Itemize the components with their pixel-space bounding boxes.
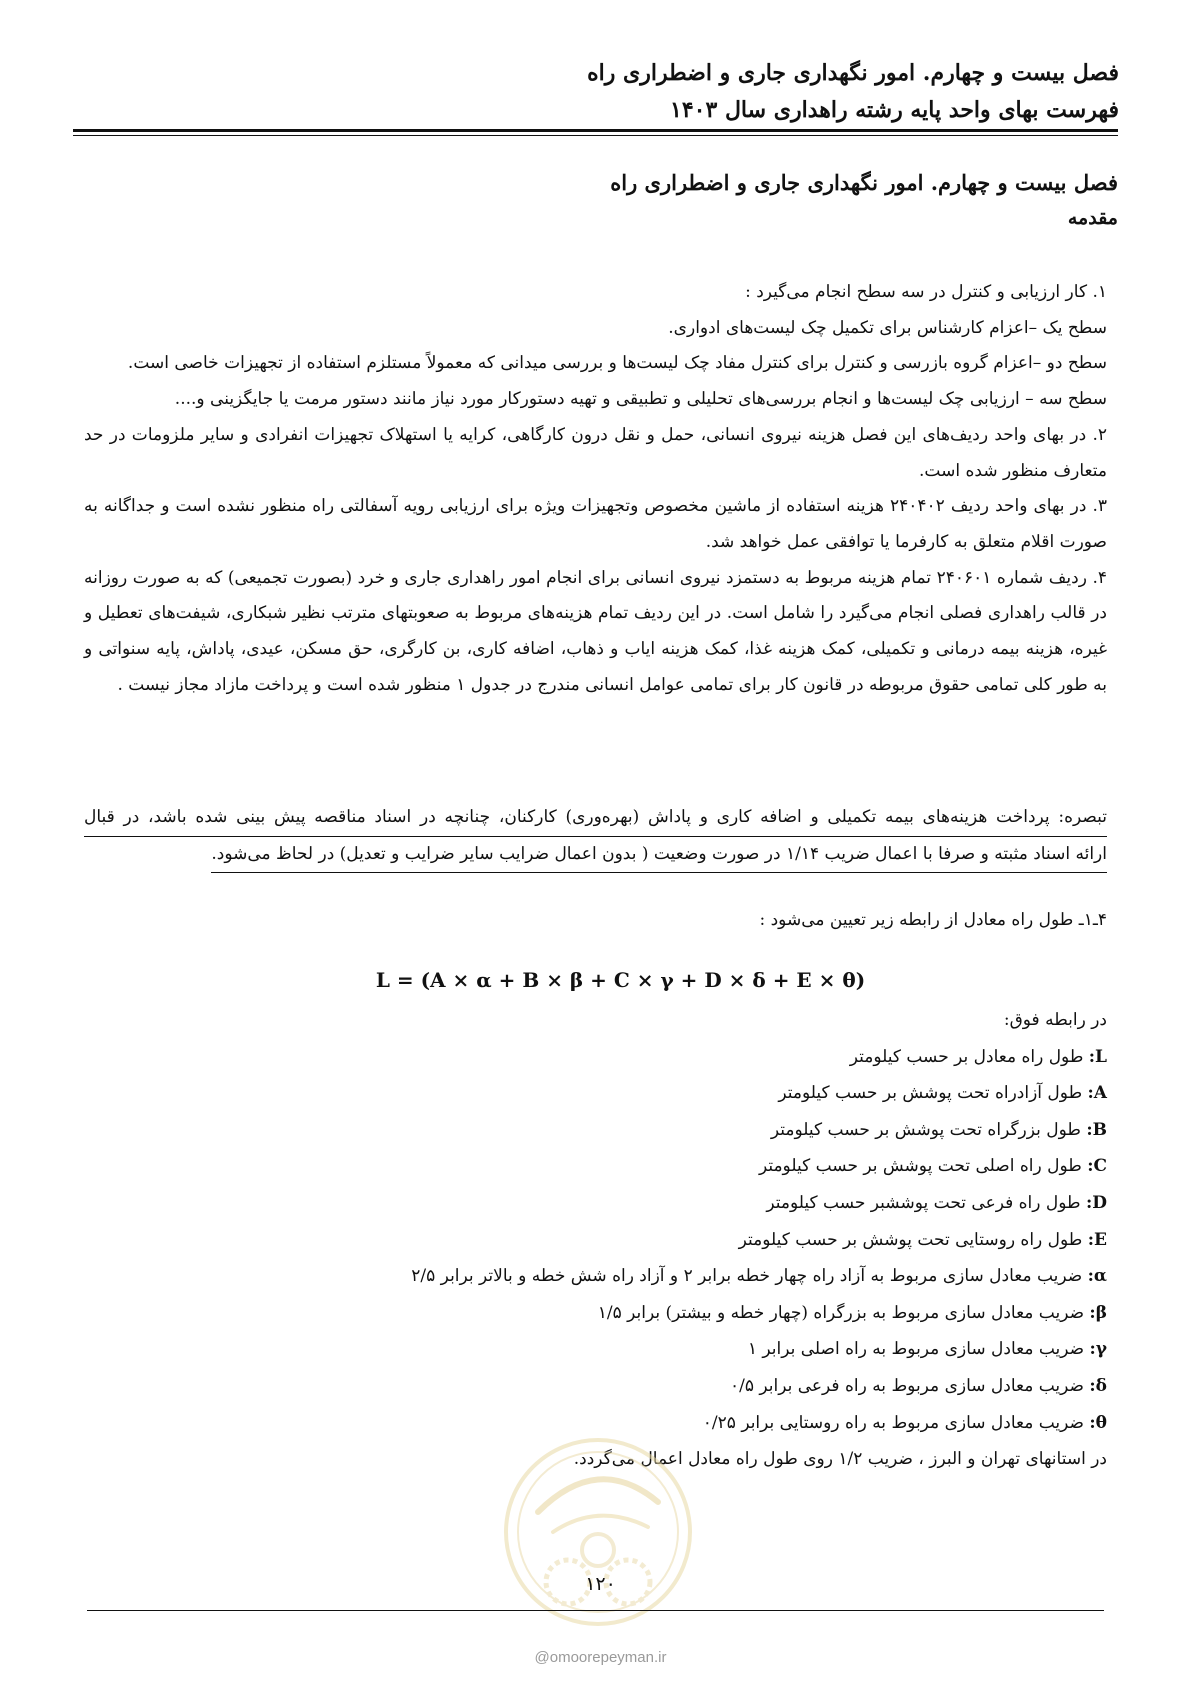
definition-row — [84, 1112, 1107, 1149]
paragraph-3: ۳. در بهای واحد ردیف ۲۴۰۴۰۲ هزینه استفاده از ماشین مخصوص وتجهیزات ویژه برای ارزیابی رویه آسفالتی راه منظور نشده است و جداگانه به صورت اقلام متعلق به کارفرما یا توافقی عمل خواهد شد. — [84, 496, 1107, 552]
definition-row — [84, 1075, 1107, 1112]
watermark-seal-icon — [498, 1432, 698, 1632]
footer-rule — [87, 1610, 1104, 1611]
definition-symbol: L: — [1088, 1046, 1107, 1067]
definition-text: ضریب معادل سازی مربوط به راه روستایی برابر ۰/۲۵ — [702, 1412, 1090, 1433]
definition-text: طول راه روستایی تحت پوشش بر حسب کیلومتر — [738, 1229, 1088, 1250]
subsection-heading: ۴ـ۱ـ طول راه معادل از رابطه زیر تعیین می‌شود : — [759, 910, 1107, 930]
note-line-2: ارائه اسناد مثبته و صرفا با اعمال ضریب ۱/۱۴ در صورت وضعیت ( بدون اعمال ضرایب سایر ضرایب و تعدیل) در لحاظ می‌شود. — [211, 837, 1107, 874]
definition-symbol: θ: — [1089, 1412, 1107, 1433]
page-number: ۱۲۰ — [585, 1573, 616, 1595]
definition-text: ضریب معادل سازی مربوط به راه اصلی برابر ۱ — [747, 1339, 1090, 1360]
definition-symbol: E: — [1087, 1229, 1107, 1250]
definitions-list — [84, 1002, 1107, 1478]
definition-text: طول راه اصلی تحت پوشش بر حسب کیلومتر — [758, 1156, 1088, 1177]
definition-row — [84, 1148, 1107, 1185]
running-header-title: فهرست بهای واحد پایه رشته راهداری سال ۱۴۰۳ — [670, 97, 1119, 123]
note-block — [84, 800, 1107, 873]
definition-text: طول بزرگراه تحت پوشش بر حسب کیلومتر — [770, 1119, 1087, 1140]
running-header-chapter: فصل بیست و چهارم. امور نگهداری جاری و اضطراری راه — [587, 60, 1119, 86]
definition-row — [84, 1258, 1107, 1295]
paragraph-level-1: سطح یک –اعزام کارشناس برای تکمیل چک لیست‌های ادواری. — [668, 317, 1107, 338]
section-subtitle: مقدمه — [1067, 207, 1118, 229]
definition-row — [84, 1295, 1107, 1332]
definition-text: ضریب معادل سازی مربوط به بزرگراه (چهار خطه و بیشتر) برابر ۱/۵ — [597, 1302, 1090, 1323]
paragraph-level-2: سطح دو –اعزام گروه بازرسی و کنترل برای کنترل مفاد چک لیست‌ها و بررسی میدانی که معمولاً مستلزم استفاده از تجهیزات خاصی است. — [127, 353, 1107, 374]
definition-symbol: D: — [1085, 1192, 1107, 1213]
definition-text: طول راه معادل بر حسب کیلومتر — [849, 1046, 1089, 1067]
header-rule-thick — [73, 129, 1118, 132]
equivalent-length-formula: L = (A × α + B × β + C × γ + D × δ + E × θ) — [375, 968, 866, 992]
definition-row — [84, 1368, 1107, 1405]
paragraph-level-3: سطح سه – ارزیابی چک لیست‌ها و انجام بررسی‌های تحلیلی و تطبیقی و تهیه دستورکار مورد نیاز مانند دستور مرمت یا جایگزینی و.... — [174, 389, 1107, 410]
definition-text: ضریب معادل سازی مربوط به آزاد راه چهار خطه برابر ۲ و آزاد راه شش خطه و بالاتر برابر ۲/۵ — [411, 1266, 1088, 1287]
definition-symbol: δ: — [1089, 1375, 1107, 1396]
definition-row — [84, 1039, 1107, 1076]
note-line-1: تبصره: پرداخت هزینه‌های بیمه تکمیلی و اضافه کاری و پاداش (بهره‌وری) کارکنان، چنانچه در اسناد مناقصه پیش بینی شده باشد، در قبال — [84, 800, 1107, 837]
definition-symbol: B: — [1086, 1119, 1107, 1140]
site-watermark-text: @omoorepeyman.ir — [534, 1649, 667, 1666]
section-title: فصل بیست و چهارم. امور نگهداری جاری و اضطراری راه — [610, 170, 1118, 195]
definition-text: طول آزادراه تحت پوشش بر حسب کیلومتر — [778, 1083, 1088, 1104]
paragraph-2: ۲. در بهای واحد ردیف‌های این فصل هزینه نیروی انسانی، حمل و نقل درون کارگاهی، کرایه یا استهلاک تجهیزات انفرادی و سایر ملزومات در حد متعارف منظور شده است. — [84, 424, 1107, 481]
definitions-intro: در رابطه فوق: — [1003, 1010, 1107, 1030]
intro-body — [84, 275, 1107, 703]
definition-symbol: γ: — [1089, 1339, 1107, 1360]
definition-text: طول راه فرعی تحت پوششبر حسب کیلومتر — [766, 1192, 1086, 1213]
definition-symbol: β: — [1089, 1302, 1107, 1323]
definition-symbol: α: — [1087, 1266, 1107, 1287]
closing-note: در استانهای تهران و البرز ، ضریب ۱/۲ روی طول راه معادل اعمال می‌گردد. — [573, 1449, 1107, 1470]
definition-row — [84, 1222, 1107, 1259]
paragraph-1: ۱. کار ارزیابی و کنترل در سه سطح انجام می‌گیرد : — [745, 282, 1107, 302]
paragraph-4: ۴. ردیف شماره ۲۴۰۶۰۱ تمام هزینه مربوط به دستمزد نیروی انسانی برای انجام امور راهداری جاری و خرد (بصورت تجمیعی) که به صورت روزانه در قالب راهداری فصلی انجام می‌گیرد را شامل است. در این ردیف تمام هزینه‌های مربوط به صعوبتهای مترتب نظیر شبکاری، شیفت‌های تعطیل و غیره، هزینه بیمه درمانی و تکمیلی، کمک هزینه غذا، کمک هزینه ایاب و ذهاب، اضافه کاری، بن کارگری، حق مسکن، عیدی، پاداش، پایه سنواتی و به طور کلی تمامی حقوق مربوطه در قانون کار برای تمامی عوامل انسانی مندرج در جدول ۱ منظور شده است و پرداخت مازاد مجاز نیست . — [84, 567, 1107, 695]
definition-row — [84, 1185, 1107, 1222]
definition-symbol: C: — [1087, 1156, 1107, 1177]
definition-symbol: A: — [1087, 1083, 1107, 1104]
definition-row — [84, 1331, 1107, 1368]
header-rule-thin — [73, 135, 1118, 136]
definition-text: ضریب معادل سازی مربوط به راه فرعی برابر ۰/۵ — [729, 1375, 1090, 1396]
